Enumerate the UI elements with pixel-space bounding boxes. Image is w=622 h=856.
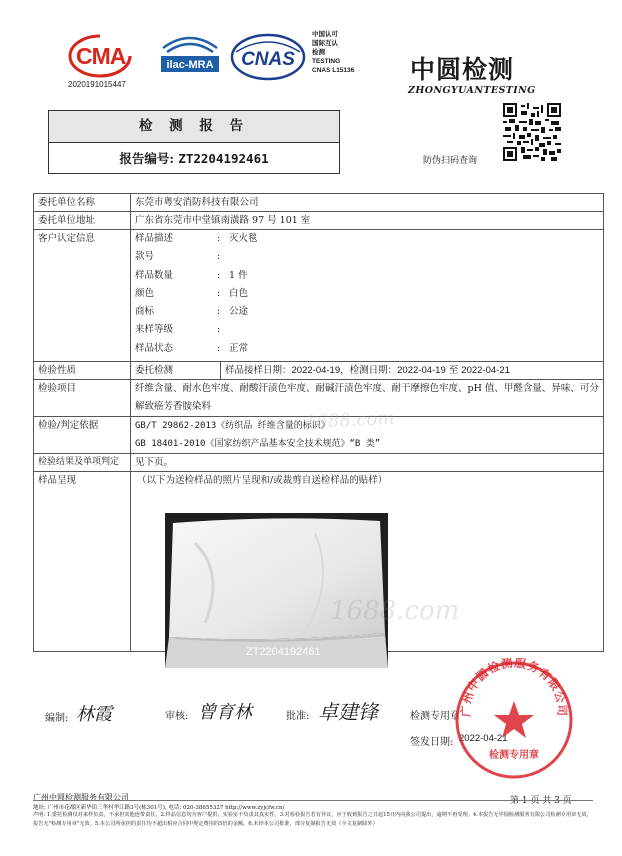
cma-logo xyxy=(66,33,134,83)
sample-field-row xyxy=(135,340,599,358)
table-row xyxy=(34,454,604,472)
watermark: 1688.com xyxy=(304,407,396,434)
table-row xyxy=(34,212,604,230)
receive-date: 2022-04-19 xyxy=(291,365,341,376)
reviewer-signature: 曾育林 xyxy=(198,702,252,723)
sample-field-value: 1 件 xyxy=(229,269,248,281)
test-dates xyxy=(221,362,514,379)
cnas-accreditation-text xyxy=(312,30,354,75)
sample-photo xyxy=(165,513,388,668)
sample-field-key: 款号 xyxy=(135,251,155,263)
colon: : xyxy=(217,342,221,354)
cnas-line: 检测 xyxy=(312,49,325,56)
test-date-start: 2022-04-19 xyxy=(397,365,446,376)
sample-field-key: 样品描述 xyxy=(135,233,174,244)
test-date-label: ，检测日期： xyxy=(340,365,398,376)
report-number-row xyxy=(49,143,339,174)
seal-label: 检测专用章 xyxy=(410,711,460,722)
footer-divider xyxy=(33,800,593,801)
colon: : xyxy=(217,269,221,281)
page-number: 第 1 页 共 3 页 xyxy=(510,796,572,806)
colon: : xyxy=(217,287,221,299)
company-seal xyxy=(452,658,576,786)
test-nature-cell xyxy=(131,362,604,380)
brand-name-en: ZHONGYUANTESTING xyxy=(408,85,536,96)
star-icon xyxy=(494,701,534,738)
sample-field-row xyxy=(135,248,599,266)
cnas-logo xyxy=(230,32,306,86)
svg-text:CMA: CMA xyxy=(76,43,126,69)
sample-field-key: 来样等级 xyxy=(135,324,174,336)
sample-field-key: 样品数量 xyxy=(135,269,174,281)
cnas-line: 国际互认 xyxy=(312,40,338,47)
customer-info-label: 客户认定信息 xyxy=(34,230,131,362)
basis-standard-1: GB/T 29862-2013《纺织品 纤维含量的标识》 xyxy=(135,421,330,431)
seal-bottom-text: 检测专用章 xyxy=(489,750,539,761)
footer-statement: 声明: 1.委托检测仅对来样负责，不承担其他连带责任。2.样品信息均为客户提供，实验室不负责其真实性。3.对检验报告若有异议，应于收到报告之日起15日内向我公司提出，逾期不再受理。4.本报告无中圆检测服务有限公司检测专用章无效，报告无"检测专用章"无效。5.本公司所承担的责任均不超出相应合同中规定费用的5倍的金额。6.未经本公司批准，部分复制报告无效（全文复制除外） xyxy=(33,812,592,827)
cnas-line: 中国认可 xyxy=(312,31,338,38)
report-number-label: 报告编号: xyxy=(119,151,174,166)
client-address-label: 委托单位地址 xyxy=(34,212,131,230)
ilac-mra-logo xyxy=(157,34,223,86)
basis-standard-2: GB 18401-2010《国家纺织产品基本安全技术规范》“B 类” xyxy=(135,439,381,449)
report-title-box xyxy=(48,110,340,174)
sample-field-row xyxy=(135,303,599,321)
test-date-end: 2022-04-21 xyxy=(461,365,510,376)
sample-fields xyxy=(135,230,599,358)
table-row xyxy=(34,230,604,362)
report-number: ZT2204192461 xyxy=(178,151,269,166)
colon: : xyxy=(217,306,221,318)
reviewer-label: 审核: xyxy=(165,711,189,722)
receive-date-label: 样品接样日期： xyxy=(225,365,292,376)
client-name: 东莞市粤安消防科技有限公司 xyxy=(131,194,604,212)
editor-label: 编制: xyxy=(45,713,69,724)
client-address: 广东省东莞市中堂镇南潢路 97 号 101 室 xyxy=(131,212,604,230)
test-items: 纤维含量、耐水色牢度、耐酸汗渍色牢度、耐碱汗渍色牢度、耐干摩擦色牢度、pH 值、甲醛含量、异味、可分解致癌芳香胺染料 xyxy=(131,380,604,417)
report-title: 检 测 报 告 xyxy=(49,111,339,143)
issue-date: 2022-04-21 xyxy=(459,733,508,744)
sample-field-row xyxy=(135,267,599,285)
sample-field-value: 公途 xyxy=(229,306,249,318)
sample-field-row xyxy=(135,321,599,339)
customer-info-cell xyxy=(131,230,604,362)
test-nature-label: 检验性质 xyxy=(34,362,131,380)
colon: : xyxy=(217,233,221,244)
cnas-logo-text: CNAS xyxy=(241,49,295,70)
sample-field-key: 商标 xyxy=(135,306,155,318)
table-row xyxy=(34,194,604,212)
table-row xyxy=(34,362,604,380)
client-name-label: 委托单位名称 xyxy=(34,194,131,212)
brand-name-cn: 中圆检测 xyxy=(410,56,515,84)
result-label: 检验结果及单项判定 xyxy=(34,454,131,472)
photo-note: （以下为送检样品的照片呈现和/或裁剪自送检样品的贴样） xyxy=(131,472,604,652)
issue-date-label: 签发日期: xyxy=(410,737,454,748)
basis-label: 检验/判定依据 xyxy=(34,417,131,454)
sample-field-row xyxy=(135,285,599,303)
photo-caption: ZT2204192461 xyxy=(246,646,321,658)
sample-field-row xyxy=(135,230,599,248)
sample-photo-label: 样品呈现 xyxy=(34,472,131,652)
qr-caption: 防伪扫码查询 xyxy=(423,156,478,166)
footer-company: 广州中圆检测服务有限公司 xyxy=(33,793,129,802)
footer-address: 地址: 广州市花都区新华街三华村华江路3号(栋301号), 电话: 020-38655327 http://www.zyjcfw.cn/ xyxy=(33,805,285,811)
sample-field-value xyxy=(229,248,599,266)
seal-top-text: 广州中圆检测服务有限公司 xyxy=(458,658,570,718)
sample-field-key: 颜色 xyxy=(135,287,155,299)
sample-field-value: 白色 xyxy=(229,287,249,299)
cma-number: 2020191015447 xyxy=(68,80,126,89)
watermark: 1688.com xyxy=(330,596,460,626)
sample-field-value: 灭火毯 xyxy=(229,233,258,244)
result: 见下页。 xyxy=(131,454,604,472)
colon: : xyxy=(217,324,221,336)
editor-signature: 林霞 xyxy=(76,704,112,725)
ilac-logo-text: ilac-MRA xyxy=(166,59,214,71)
test-date-to: 至 xyxy=(445,365,462,376)
qr-code-icon[interactable] xyxy=(503,103,561,165)
cnas-line: CNAS L15136 xyxy=(312,67,355,74)
colon: : xyxy=(217,251,221,263)
approver-label: 批准: xyxy=(286,711,310,722)
cnas-line: TESTING xyxy=(312,58,341,65)
test-nature: 委托检测 xyxy=(131,362,221,379)
sample-field-value xyxy=(229,321,599,339)
test-items-label: 检验项目 xyxy=(34,380,131,417)
sample-field-key: 样品状态 xyxy=(135,342,174,354)
sample-field-value: 正常 xyxy=(229,342,249,354)
approver-signature: 卓建锋 xyxy=(318,700,378,724)
